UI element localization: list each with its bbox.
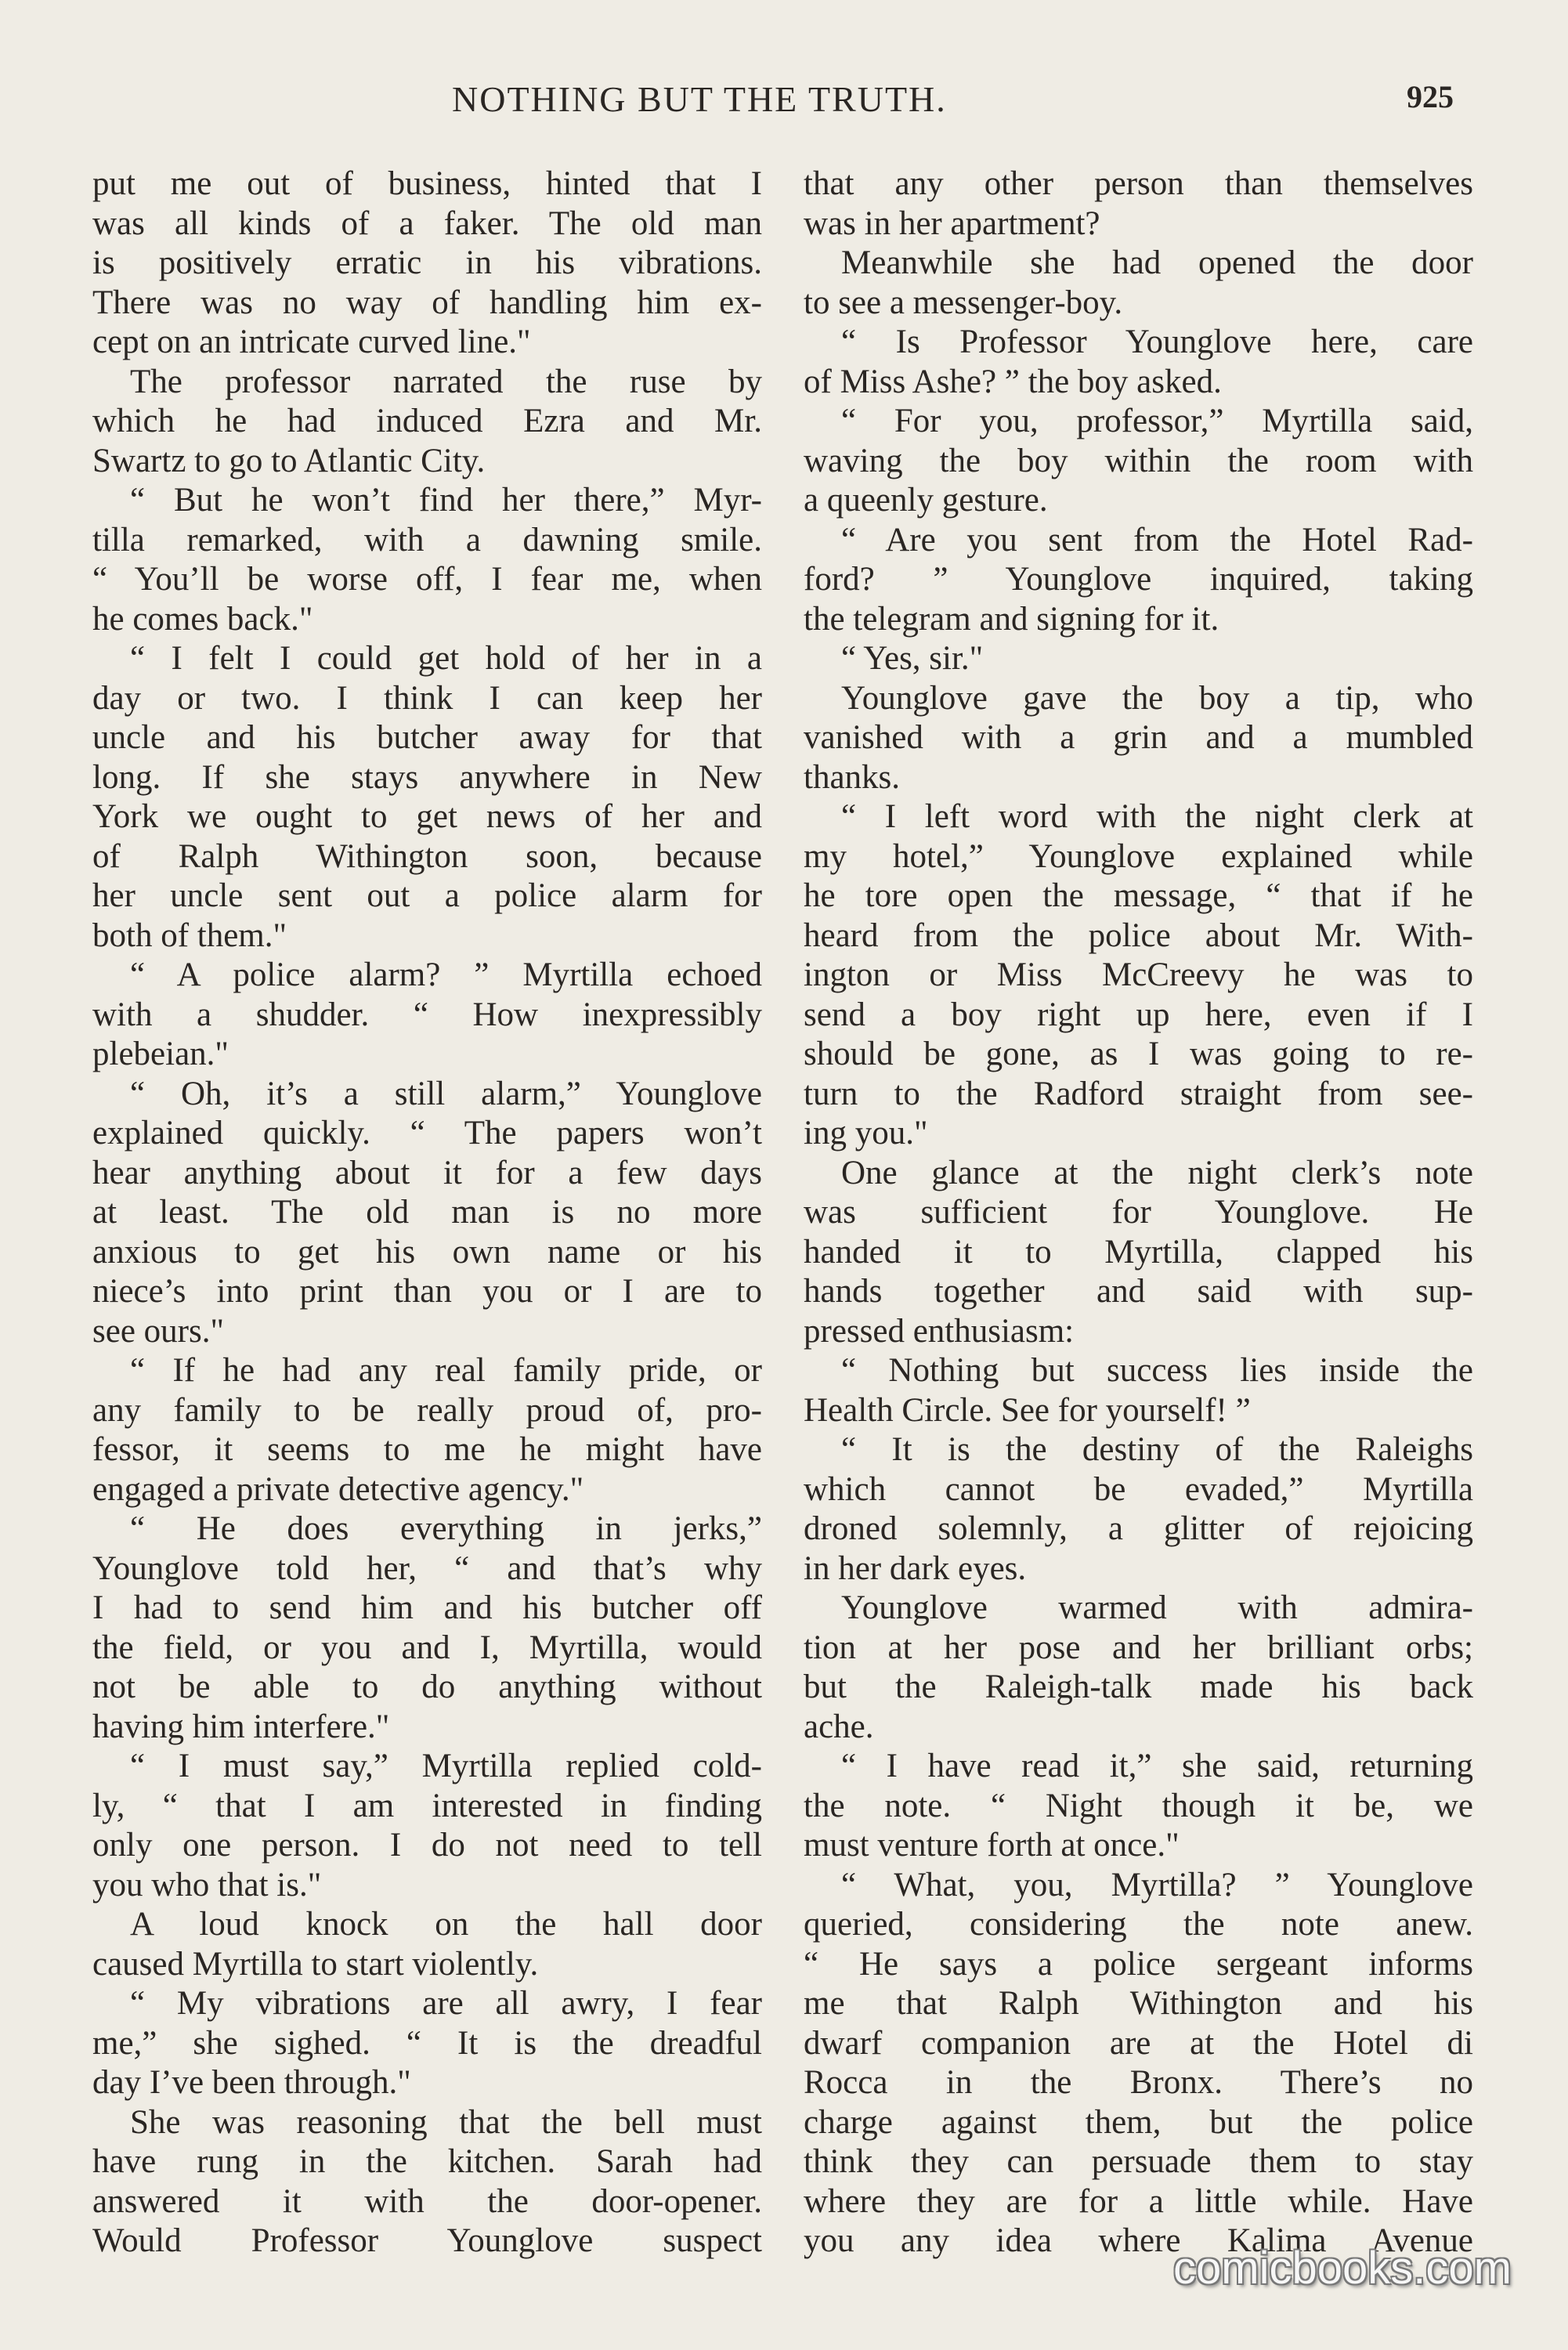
text-line: hear anything about it for a few days [92,1154,762,1191]
text-line: not be able to do anything without [92,1668,762,1705]
text-line: he comes back." [92,600,313,638]
text-line: Would Professor Younglove suspect [92,2222,762,2259]
text-line: handed it to Myrtilla, clapped his [804,1233,1473,1271]
text-line: “ For you, professor,” Myrtilla said, [841,403,1473,439]
text-line: the telegram and signing for it. [804,600,1219,638]
text-line: “ It is the destiny of the Raleighs [841,1431,1473,1468]
text-line: with a shudder. “ How inexpressibly [92,996,762,1033]
text-line: engaged a private detective agency." [92,1470,584,1508]
text-line: ly, “ that I am interested in finding [92,1787,762,1824]
text-line: explained quickly. “ The papers won’t [92,1115,762,1152]
text-line: Younglove warmed with admira- [841,1589,1473,1626]
text-line: the note. “ Night though it be, we [804,1787,1473,1824]
text-line: think they can persuade them to stay [804,2143,1473,2180]
text-line: which cannot be evaded,” Myrtilla [804,1470,1473,1508]
text-line: “ But he won’t find her there,” Myr- [130,482,762,519]
text-line: “ You’ll be worse off, I fear me, when [92,561,762,598]
text-line: “ If he had any real family pride, or [130,1352,762,1389]
text-line: having him interfere." [92,1708,390,1745]
page-number: 925 [1407,79,1454,114]
text-line: any family to be really proud of, pro- [92,1391,762,1429]
text-line: where they are for a little while. Have [804,2182,1473,2220]
text-line: queried, considering the note anew. [804,1906,1473,1943]
text-line: waving the boy within the room with [804,442,1473,479]
text-line: the field, or you and I, Myrtilla, would [92,1629,762,1666]
text-line: “ A police alarm? ” Myrtilla echoed [130,956,762,993]
text-line: “ Yes, sir." [841,640,984,677]
text-line: Rocca in the Bronx. There’s no [804,2064,1473,2101]
text-line: droned solemnly, a glitter of rejoicing [804,1510,1473,1547]
text-line: One glance at the night clerk’s note [841,1154,1473,1191]
text-line: of Miss Ashe? ” the boy asked. [804,363,1222,400]
text-line: ington or Miss McCreevy he was to [804,956,1473,993]
text-line: York we ought to get news of her and [92,798,762,835]
text-line: Younglove gave the boy a tip, who [841,679,1473,717]
text-line: uncle and his butcher away for that [92,719,762,756]
text-line: “ Oh, it’s a still alarm,” Younglove [130,1075,762,1112]
text-line: send a boy right up here, even if I [804,996,1473,1033]
text-line: Younglove told her, “ and that’s why [92,1549,762,1587]
text-line: was in her apartment? [804,204,1100,242]
text-line: “ What, you, Myrtilla? ” Younglove [841,1866,1473,1904]
text-line: me,” she sighed. “ It is the dreadful [92,2024,762,2062]
text-line: cept on an intricate curved line." [92,324,531,360]
text-line: you any idea where Kalima Avenue [804,2222,1473,2259]
text-line: dwarf companion are at the Hotel di [804,2024,1473,2062]
text-line: my hotel,” Younglove explained while [804,837,1473,875]
text-line: answered it with the door-opener. [92,2182,762,2220]
text-line: see ours." [92,1312,225,1350]
text-line: “ I felt I could get hold of her in a [130,640,762,677]
text-line: you who that is." [92,1866,322,1904]
text-line: me that Ralph Withington and his [804,1985,1473,2022]
text-line: turn to the Radford straight from see- [804,1075,1473,1112]
text-line: day I’ve been through." [92,2064,411,2101]
text-line: “ Are you sent from the Hotel Rad- [841,521,1473,559]
text-line: thanks. [804,758,901,796]
text-line: heard from the police about Mr. With- [804,916,1473,954]
text-line: Meanwhile she had opened the door [841,244,1473,281]
text-column-left [92,164,762,2261]
text-line: hands together and said with sup- [804,1273,1473,1310]
text-line: tion at her pose and her brilliant orbs; [804,1629,1473,1666]
text-line: long. If she stays anywhere in New [92,758,762,796]
text-line: is positively erratic in his vibrations. [92,244,762,281]
text-line: The professor narrated the ruse by [130,363,762,400]
text-line: “ He says a police sergeant informs [804,1945,1473,1983]
text-line: day or two. I think I can keep her [92,679,762,717]
text-line: ford? ” Younglove inquired, taking [804,561,1473,598]
text-line: put me out of business, hinted that I [92,165,762,202]
text-line: ing you." [804,1115,928,1152]
text-line: to see a messenger-boy. [804,284,1123,321]
text-line: She was reasoning that the bell must [130,2103,762,2141]
watermark-logo: comicbooks.com [1173,2243,1512,2294]
text-line: must venture forth at once." [804,1827,1180,1864]
text-line: both of them." [92,916,287,954]
text-line: “ I have read it,” she said, returning [841,1748,1473,1784]
text-line: Health Circle. See for yourself! ” [804,1391,1251,1429]
text-line: her uncle sent out a police alarm for [92,877,762,914]
text-line: “ My vibrations are all awry, I fear [130,1985,762,2022]
text-line: but the Raleigh-talk made his back [804,1668,1473,1705]
text-line: which he had induced Ezra and Mr. [92,403,762,439]
text-line: I had to send him and his butcher off [92,1589,762,1626]
text-line: have rung in the kitchen. Sarah had [92,2143,762,2180]
page-title: NOTHING BUT THE TRUTH. [452,79,947,119]
text-line: ache. [804,1708,874,1745]
text-line: vanished with a grin and a mumbled [804,719,1473,756]
text-line: “ Is Professor Younglove here, care [841,324,1473,360]
text-line: in her dark eyes. [804,1549,1027,1587]
text-line: of Ralph Withington soon, because [92,837,762,875]
text-line: “ I must say,” Myrtilla replied cold- [130,1748,762,1784]
text-line: that any other person than themselves [804,165,1473,202]
text-line: A loud knock on the hall door [130,1906,762,1943]
text-line: Swartz to go to Atlantic City. [92,442,486,479]
text-line: “ He does everything in jerks,” [130,1510,762,1547]
text-line: fessor, it seems to me he might have [92,1431,762,1468]
text-line: at least. The old man is no more [92,1194,762,1231]
text-line: anxious to get his own name or his [92,1233,762,1271]
text-line: plebeian." [92,1036,229,1072]
text-line: There was no way of handling him ex- [92,284,762,321]
text-line: “ Nothing but success lies inside the [841,1352,1473,1389]
text-line: was all kinds of a faker. The old man [92,204,762,242]
running-head [0,78,1568,125]
text-line: only one person. I do not need to tell [92,1827,762,1864]
text-line: should be gone, as I was going to re- [804,1036,1473,1072]
text-line: a queenly gesture. [804,482,1048,519]
text-line: niece’s into print than you or I are to [92,1273,762,1310]
text-column-right [804,164,1473,2261]
text-line: was sufficient for Younglove. He [804,1194,1473,1231]
text-line: tilla remarked, with a dawning smile. [92,521,762,559]
text-line: he tore open the message, “ that if he [804,877,1473,914]
text-line: “ I left word with the night clerk at [841,798,1473,835]
text-line: pressed enthusiasm: [804,1312,1075,1350]
text-line: caused Myrtilla to start violently. [92,1945,539,1983]
text-line: charge against them, but the police [804,2103,1473,2141]
